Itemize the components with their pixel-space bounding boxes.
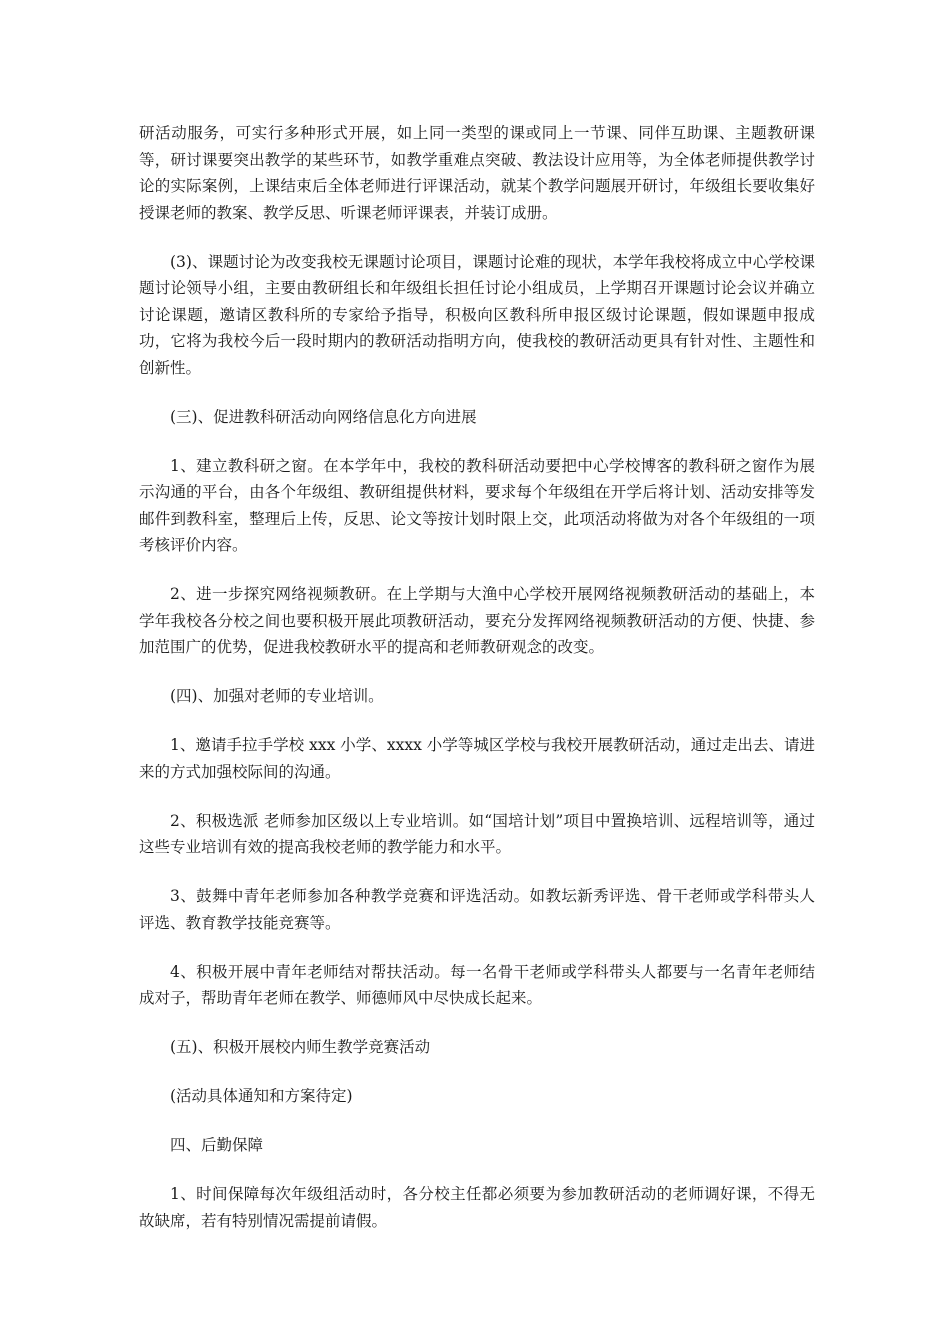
section-heading-13: 四、后勤保障 [170,1136,264,1154]
paragraph-2: (3)、课题讨论为改变我校无课题讨论项目，课题讨论难的现状，本学年我校将成立中心学校课题讨论领导小组，主要由教研组长和年级组长担任讨论小组成员，上学期召开课题讨论会议并确立讨论课题，邀请区教科所的专家给予指导，积极向区教科所申报区级讨论课题，假如课题申报成功，它将为我校今后一段时期内的教研活动指明方向，使我校的教研活动更具有针对性、主题性和创新性。 [139,252,815,377]
paragraph-1: 研活动服务，可实行多种形式开展，如上同一类型的课或同上一节课、同伴互助课、主题教研课等，研讨课要突出教学的某些环节，如教学重难点突破、教法设计应用等，为全体老师提供教学讨论的实际案例，上课结束后全体老师进行评课活动，就某个教学问题展开研讨，年级组长要收集好授课老师的教案、教学反思、听课老师评课表，并装订成册。 [139,124,815,222]
paragraph-9: 3、鼓舞中青年老师参加各种教学竞赛和评选活动。如教坛新秀评选、骨干老师或学科带头人评选、教育教学技能竞赛等。 [139,887,815,932]
paragraph-5: 2、进一步探究网络视频教研。在上学期与大渔中心学校开展网络视频教研活动的基础上，本学年我校各分校之间也要积极开展此项教研活动，要充分发挥网络视频教研活动的方便、快捷、参加范围广的优势，促进我校教研水平的提高和老师教研观念的改变。 [139,585,815,656]
paragraph-10: 4、积极开展中青年老师结对帮扶活动。每一名骨干老师或学科带头人都要与一名青年老师结成对子，帮助青年老师在教学、师德师风中尽快成长起来。 [139,962,815,1007]
paragraph-7: 1、邀请手拉手学校 xxx 小学、xxxx 小学等城区学校与我校开展教研活动，通过走出去、请进来的方式加强校际间的沟通。 [139,736,815,781]
document-body [139,120,815,1257]
paragraph-8: 2、积极选派 老师参加区级以上专业培训。如“国培计划”项目中置换培训、远程培训等，通过这些专业培训有效的提高我校老师的教学能力和水平。 [139,811,815,856]
paragraph-4: 1、建立教科研之窗。在本学年中，我校的教科研活动要把中心学校博客的教科研之窗作为展示沟通的平台，由各个年级组、教研组提供材料，要求每个年级组在开学后将计划、活动安排等发邮件到教科室，整理后上传，反思、论文等按计划时限上交，此项活动将做为对各个年级组的一项考核评价内容。 [139,456,815,554]
section-heading-3: (三)、促进教科研活动向网络信息化方向进展 [170,407,477,426]
section-heading-11: (五)、积极开展校内师生教学竞赛活动 [170,1038,431,1056]
paragraph-12: (活动具体通知和方案待定) [170,1087,353,1105]
section-heading-6: (四)、加强对老师的专业培训。 [170,687,384,705]
paragraph-14: 1、时间保障每次年级组活动时，各分校主任都必须要为参加教研活动的老师调好课，不得无故缺席，若有特别情况需提前请假。 [139,1185,815,1230]
